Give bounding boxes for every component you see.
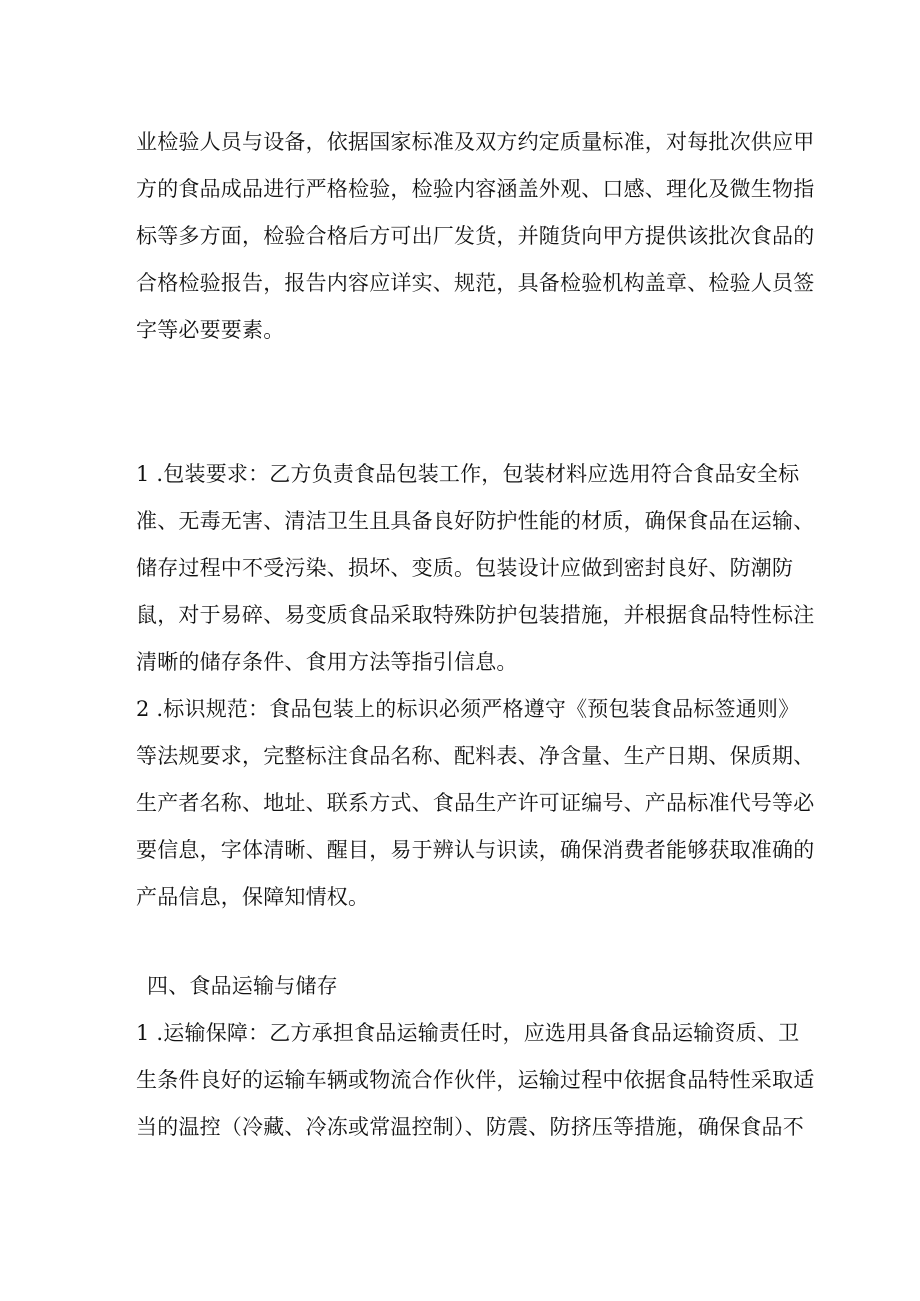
section-heading-block xyxy=(136,963,786,1010)
text-line: 清晰的储存条件、食用方法等指引信息。 xyxy=(136,650,518,674)
text-line: 等法规要求，完整标注食品名称、配料表、净含量、生产日期、保质期、 xyxy=(136,744,815,768)
text-line: 产品信息，保障知情权。 xyxy=(136,885,370,909)
paragraph-labeling xyxy=(136,686,815,921)
text-line: 1 .运输保障：乙方承担食品运输责任时，应选用具备食品运输资质、卫 xyxy=(136,1021,800,1045)
text-line: 要信息，字体清晰、醒目，易于辨认与识读，确保消费者能够获取准确的 xyxy=(136,838,815,862)
section-heading: 四、食品运输与储存 xyxy=(147,974,338,998)
paragraph-transport xyxy=(136,1010,815,1151)
paragraph-intro xyxy=(136,119,815,354)
text-line: 2 .标识规范：食品包装上的标识必须严格遵守《预包装食品标签通则》 xyxy=(136,697,800,721)
text-line: 生条件良好的运输车辆或物流合作伙伴，运输过程中依据食品特性采取适 xyxy=(136,1068,815,1092)
text-line: 方的食品成品进行严格检验，检验内容涵盖外观、口感、理化及微生物指 xyxy=(136,177,815,201)
text-line: 生产者名称、地址、联系方式、食品生产许可证编号、产品标准代号等必 xyxy=(136,791,815,815)
text-line: 标等多方面，检验合格后方可出厂发货，并随货向甲方提供该批次食品的 xyxy=(136,224,815,248)
paragraph-packaging xyxy=(136,451,815,686)
text-line: 字等必要要素。 xyxy=(136,318,285,342)
text-line: 1 .包装要求：乙方负责食品包装工作，包装材料应选用符合食品安全标 xyxy=(136,462,800,486)
text-line: 准、无毒无害、清洁卫生且具备良好防护性能的材质，确保食品在运输、 xyxy=(136,509,815,533)
text-line: 当的温控（冷藏、冷冻或常温控制）、防震、防挤压等措施，确保食品不 xyxy=(136,1115,804,1139)
text-line: 鼠，对于易碎、易变质食品采取特殊防护包装措施，并根据食品特性标注 xyxy=(136,603,815,627)
text-line: 合格检验报告，报告内容应详实、规范，具备检验机构盖章、检验人员签 xyxy=(136,271,815,295)
text-line: 储存过程中不受污染、损坏、变质。包装设计应做到密封良好、防潮防 xyxy=(136,556,794,580)
text-line: 业检验人员与设备，依据国家标准及双方约定质量标准，对每批次供应甲 xyxy=(136,130,815,154)
